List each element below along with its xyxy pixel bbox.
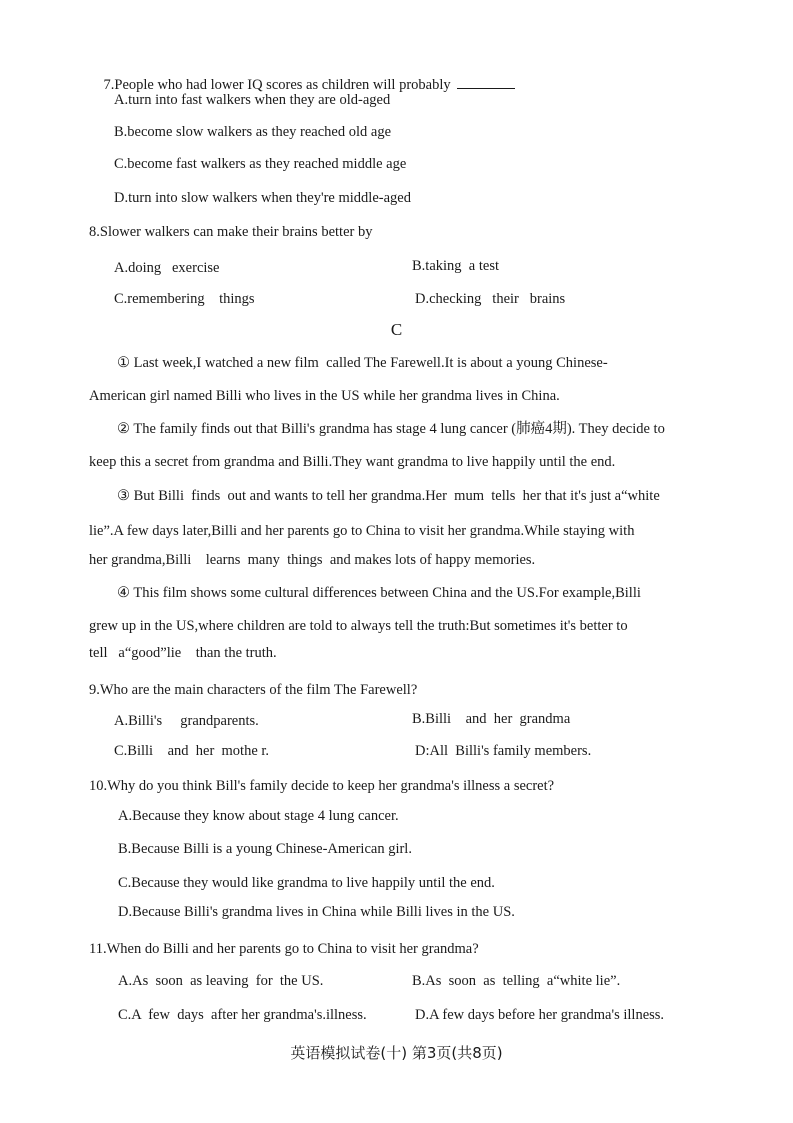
- question-10-option-a: A.Because they know about stage 4 lung cancer.: [118, 808, 399, 824]
- question-7-option-c: C.become fast walkers as they reached middle age: [114, 156, 407, 172]
- question-9-option-b: B.Billi and her grandma: [412, 711, 571, 727]
- question-7-text: 7.People who had lower IQ scores as children will probably: [103, 77, 451, 93]
- section-title: C: [390, 320, 403, 339]
- question-7-option-b: B.become slow walkers as they reached old age: [114, 124, 392, 140]
- question-11-option-a: A.As soon as leaving for the US.: [118, 973, 324, 989]
- question-8-option-b: B.taking a test: [412, 258, 499, 274]
- page-footer: 英语模拟试卷(十) 第3页(共8页): [290, 1044, 503, 1062]
- question-10-stem: 10.Why do you think Bill's family decide to keep her grandma's illness a secret?: [89, 778, 555, 794]
- question-11-option-c: C.A few days after her grandma's.illness.: [118, 1007, 367, 1023]
- passage-p3-line2: lie”.A few days later,Billi and her parents go to China to visit her grandma.While staying with: [89, 523, 635, 539]
- passage-p4-line2: grew up in the US,where children are told to always tell the truth:But sometimes it's better to: [89, 618, 628, 634]
- question-7-option-a: A.turn into fast walkers when they are old-aged: [114, 92, 391, 108]
- passage-p4-line3: tell a“good”lie than the truth.: [89, 645, 277, 661]
- passage-p2-line1: ② The family finds out that Billi's grandma has stage 4 lung cancer (肺癌4期). They decide to: [117, 421, 665, 437]
- question-10-option-b: B.Because Billi is a young Chinese-American girl.: [118, 841, 412, 857]
- passage-p3-line3: her grandma,Billi learns many things and makes lots of happy memories.: [89, 552, 536, 568]
- question-9-option-c: C.Billi and her mothe r.: [114, 743, 270, 759]
- passage-p3-line1: ③ But Billi finds out and wants to tell her grandma.Her mum tells her that it's just a“white: [117, 488, 660, 504]
- question-9-option-a: A.Billi's grandparents.: [114, 713, 259, 729]
- question-10-option-d: D.Because Billi's grandma lives in China while Billi lives in the US.: [118, 904, 515, 920]
- passage-p1-line1: ① Last week,I watched a new film called The Farewell.It is about a young Chinese-: [117, 355, 608, 371]
- passage-p1-line2: American girl named Billi who lives in the US while her grandma lives in China.: [89, 388, 560, 404]
- answer-blank: [457, 74, 515, 89]
- question-8-option-c: C.remembering things: [114, 291, 255, 307]
- question-7-option-d: D.turn into slow walkers when they're middle-aged: [114, 190, 411, 206]
- question-9-option-d: D:All Billi's family members.: [415, 743, 592, 759]
- passage-p4-line1: ④ This film shows some cultural differences between China and the US.For example,Billi: [117, 585, 641, 601]
- question-11-option-d: D.A few days before her grandma's illness.: [415, 1007, 665, 1023]
- question-11-stem: 11.When do Billi and her parents go to China to visit her grandma?: [89, 941, 479, 957]
- question-8-option-a: A.doing exercise: [114, 260, 220, 276]
- question-10-option-c: C.Because they would like grandma to live happily until the end.: [118, 875, 495, 891]
- passage-p2-line2: keep this a secret from grandma and Billi.They want grandma to live happily until the end.: [89, 454, 616, 470]
- question-9-stem: 9.Who are the main characters of the film The Farewell?: [89, 682, 418, 698]
- question-8-stem: 8.Slower walkers can make their brains better by: [89, 224, 373, 240]
- question-11-option-b: B.As soon as telling a“white lie”.: [412, 973, 621, 989]
- question-8-option-d: D.checking their brains: [415, 291, 566, 307]
